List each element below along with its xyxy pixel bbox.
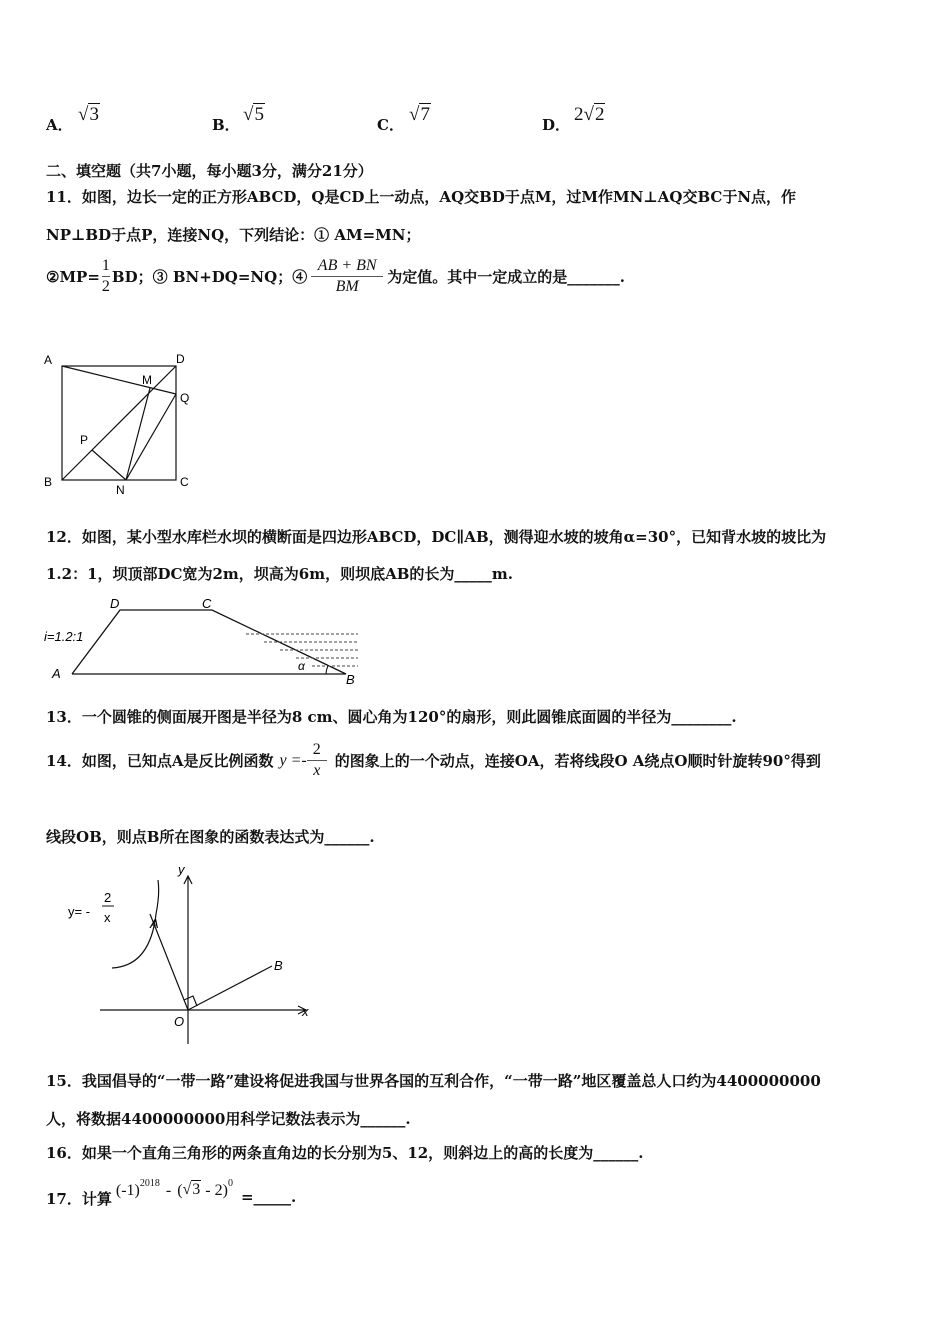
segment-nq	[126, 394, 176, 480]
q11-line3-c: 为定值。其中一定成立的是_______.	[387, 268, 625, 286]
q11-line3-a: ②MP=	[46, 267, 100, 286]
fig-label-o: O	[174, 1014, 185, 1029]
segment-aq	[62, 366, 176, 394]
segment-ob	[188, 966, 272, 1010]
q17-sqrt: √3	[182, 1181, 201, 1198]
option-b-label: B．	[212, 116, 240, 134]
q14-line2: 线段OB，则点B所在图象的函数表达式为______.	[46, 828, 375, 846]
q17-minus: -	[165, 1182, 172, 1199]
q15-line1: 15．我国倡导的“一带一路”建设将促进我国与世界各国的互利合作，“一带一路”地区覆盖总人口约为4400000000	[46, 1072, 821, 1090]
option-b-value: √5	[243, 104, 264, 125]
q12-line1: 12．如图，某小型水库栏水坝的横断面是四边形ABCD，DC∥AB，测得迎水坡的坡角α=30°，已知背水坡的坡比为	[46, 528, 827, 546]
fig-label-a: A	[52, 666, 61, 681]
fig-label-d: D	[110, 596, 120, 611]
q11-square-figure	[40, 348, 200, 496]
fig-label-c: C	[202, 596, 212, 611]
option-c-label: C．	[377, 116, 404, 134]
curve-label-den: x	[104, 910, 111, 925]
q11-frac-ratio: $\frac{AB + BN}{BM}$	[311, 256, 383, 297]
fig-label-c: C	[180, 475, 189, 489]
option-a-label: A．	[46, 116, 73, 134]
section-heading: 二、填空题（共7小题，每小题3分，满分21分）	[46, 162, 373, 180]
segment-mn	[126, 388, 150, 480]
fig-label-x: x	[302, 1004, 309, 1019]
option-d-label: D．	[542, 116, 571, 134]
q12-dam-figure	[40, 596, 370, 686]
fig-label-d: D	[176, 352, 185, 366]
q11-line1: 11．如图，边长一定的正方形ABCD，Q是CD上一动点，AQ交BD于点M，过M作MN⊥AQ交BC于N点，作	[46, 188, 797, 206]
q17-exp1: 2018	[139, 1178, 160, 1189]
fig-label-b: B	[44, 475, 53, 489]
q14-func-frac: $\frac{2}{x}$	[307, 740, 327, 781]
q17-open: (	[177, 1182, 183, 1199]
fig-label-a: A	[44, 353, 53, 367]
option-a-value: √3	[78, 104, 99, 125]
q14-coordinate-figure	[60, 858, 330, 1048]
option-d-value: 2√2	[574, 104, 605, 125]
fig-label-a: A	[150, 916, 159, 931]
q17-suffix: =_____.	[240, 1188, 297, 1206]
q17-exp2: 0	[227, 1178, 233, 1189]
q14-line1-b: 的图象上的一个动点，连接OA，若将线段O A绕点O顺时针旋转90°得到	[334, 752, 821, 770]
q17-base1: (-1)	[115, 1182, 140, 1199]
fig-label-m: M	[142, 373, 152, 387]
q13-text: 13．一个圆锥的侧面展开图是半径为8 cm、圆心角为120°的扇形，则此圆锥底面圆的半径为________.	[46, 708, 737, 726]
q14-line1-a: 14．如图，已知点A是反比例函数	[46, 752, 274, 770]
q17-prefix: 17．计算	[46, 1190, 112, 1208]
fig-label-q: Q	[180, 391, 190, 405]
q12-line2: 1.2：1，坝顶部DC宽为2m，坝高为6m，则坝底AB的长为_____m.	[46, 565, 514, 583]
fig-label-n: N	[116, 483, 125, 496]
fig-label-b: B	[346, 672, 355, 686]
q16-text: 16．如果一个直角三角形的两条直角边的长分别为5、12，则斜边上的高的长度为______.	[46, 1144, 644, 1162]
angle-alpha: α	[298, 659, 305, 673]
q14-line1	[46, 740, 821, 781]
q14-func-lhs: y =-	[279, 751, 307, 769]
slope-ratio: i=1.2:1	[44, 629, 84, 644]
segment-np	[92, 450, 126, 480]
q11-frac-half: $\frac{1}{2}$	[101, 257, 110, 295]
fig-label-y: y	[178, 862, 185, 877]
curve-label-lhs: y= -	[68, 904, 91, 919]
fig-label-p: P	[80, 433, 89, 447]
q11-line2: NP⊥BD于点P，连接NQ，下列结论：① AM=MN；	[46, 226, 421, 244]
q11-line3	[46, 256, 625, 297]
q11-line3-b: BD；③ BN+DQ=NQ；④	[111, 268, 308, 286]
q17-inner: - 2)	[205, 1182, 228, 1199]
q17-line	[46, 1178, 296, 1209]
curve-label-num: 2	[104, 890, 112, 905]
q15-line2: 人，将数据4400000000用科学记数法表示为______.	[46, 1110, 411, 1128]
fig-label-b: B	[274, 958, 283, 973]
option-c-value: √7	[409, 104, 430, 125]
